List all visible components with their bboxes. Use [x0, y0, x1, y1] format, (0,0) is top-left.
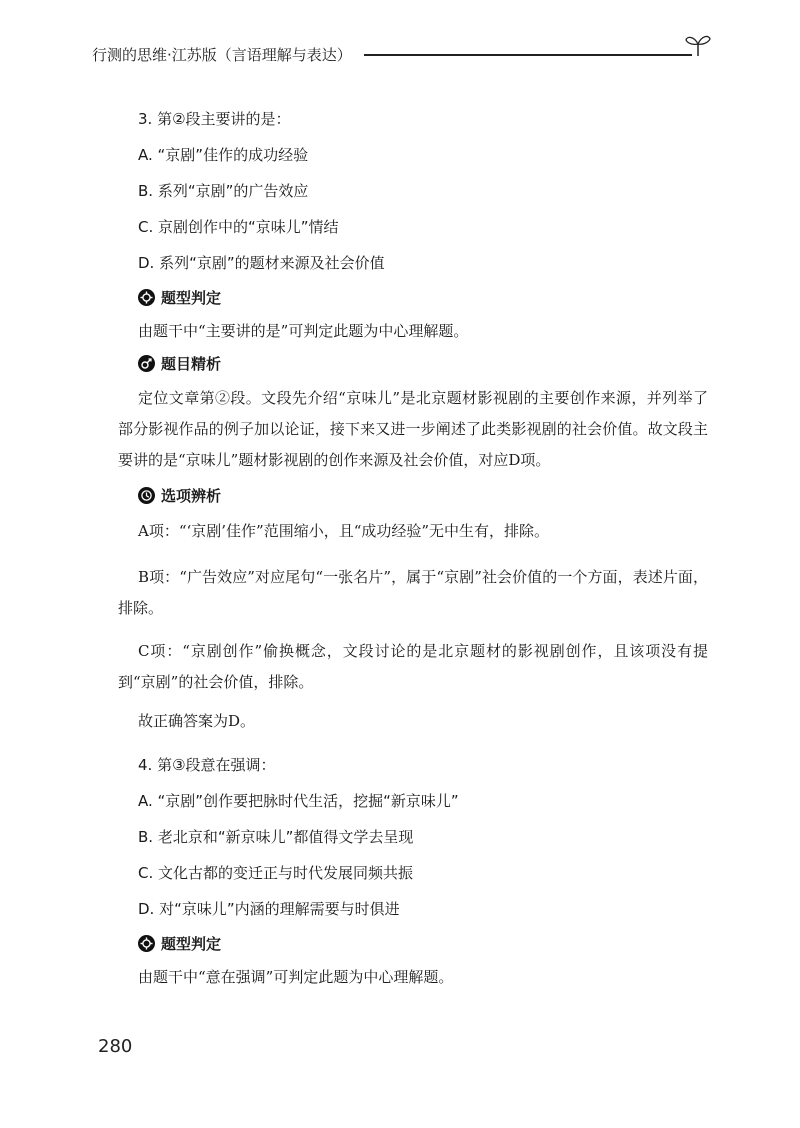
- header-rule: [364, 54, 692, 56]
- q3-options-heading-label: 选项辨析: [161, 487, 222, 505]
- q4-question: 4. 第③段意在强调：: [138, 756, 276, 774]
- q3-option-d: D. 系列“京剧”的题材来源及社会价值: [138, 254, 385, 272]
- q4-option-a: A. “京剧”创作要把脉时代生活，挖掘“新京味儿”: [138, 792, 459, 810]
- q3-option-c: C. 京剧创作中的“京味儿”情结: [138, 218, 339, 236]
- q3-option-a: A. “京剧”佳作的成功经验: [138, 146, 309, 164]
- q3-analysis-heading-label: 题目精析: [161, 355, 222, 373]
- gear-icon: [138, 935, 155, 952]
- sprout-icon: [684, 32, 712, 58]
- q3-option-c-analysis: C项：“京剧创作”偷换概念，文段讨论的是北京题材的影视剧创作，且该项没有提到“京剧”的社会价值，排除。: [118, 642, 708, 691]
- q3-type-heading: [138, 287, 221, 309]
- page-number: 280: [98, 1036, 133, 1057]
- q3-question: 3. 第②段主要讲的是：: [138, 110, 291, 128]
- q3-option-a-analysis: A项：“‘京剧’佳作”范围缩小，且“成功经验”无中生有，排除。: [138, 522, 550, 540]
- q3-analysis-heading: [138, 353, 221, 375]
- q4-type-heading-label: 题型判定: [161, 935, 222, 953]
- q3-answer: 故正确答案为D。: [138, 712, 256, 730]
- q4-type-text: 由题干中“意在强调”可判定此题为中心理解题。: [138, 968, 454, 986]
- q4-option-d: D. 对“京味儿”内涵的理解需要与时俱进: [138, 900, 400, 918]
- gear-icon: [138, 289, 155, 306]
- q3-option-b-analysis: B项：“广告效应”对应尾句“一张名片”，属于“京剧”社会价值的一个方面，表述片面，排除。: [118, 568, 708, 617]
- q3-type-heading-label: 题型判定: [161, 289, 222, 307]
- q4-type-heading: [138, 933, 221, 955]
- q4-option-b: B. 老北京和“新京味儿”都值得文学去呈现: [138, 828, 414, 846]
- q3-options-heading: [138, 485, 221, 507]
- q4-option-c: C. 文化古都的变迁正与时代发展同频共振: [138, 864, 414, 882]
- q3-type-text: 由题干中“主要讲的是”可判定此题为中心理解题。: [138, 322, 469, 340]
- page-header: [92, 38, 712, 78]
- header-title: 行测的思维·江苏版（言语理解与表达）: [92, 46, 352, 64]
- q3-analysis-text: 定位文章第②段。文段先介绍“京味儿”是北京题材影视剧的主要创作来源，并列举了部分影视作品的例子加以论证，接下来又进一步阐述了此类影视剧的社会价值。故文段主要讲的是“京味儿”题材影视剧的创作来源及社会价值，对应D项。: [118, 389, 708, 469]
- pin-icon: [138, 355, 155, 372]
- clock-icon: [138, 487, 155, 504]
- q3-option-b: B. 系列“京剧”的广告效应: [138, 182, 309, 200]
